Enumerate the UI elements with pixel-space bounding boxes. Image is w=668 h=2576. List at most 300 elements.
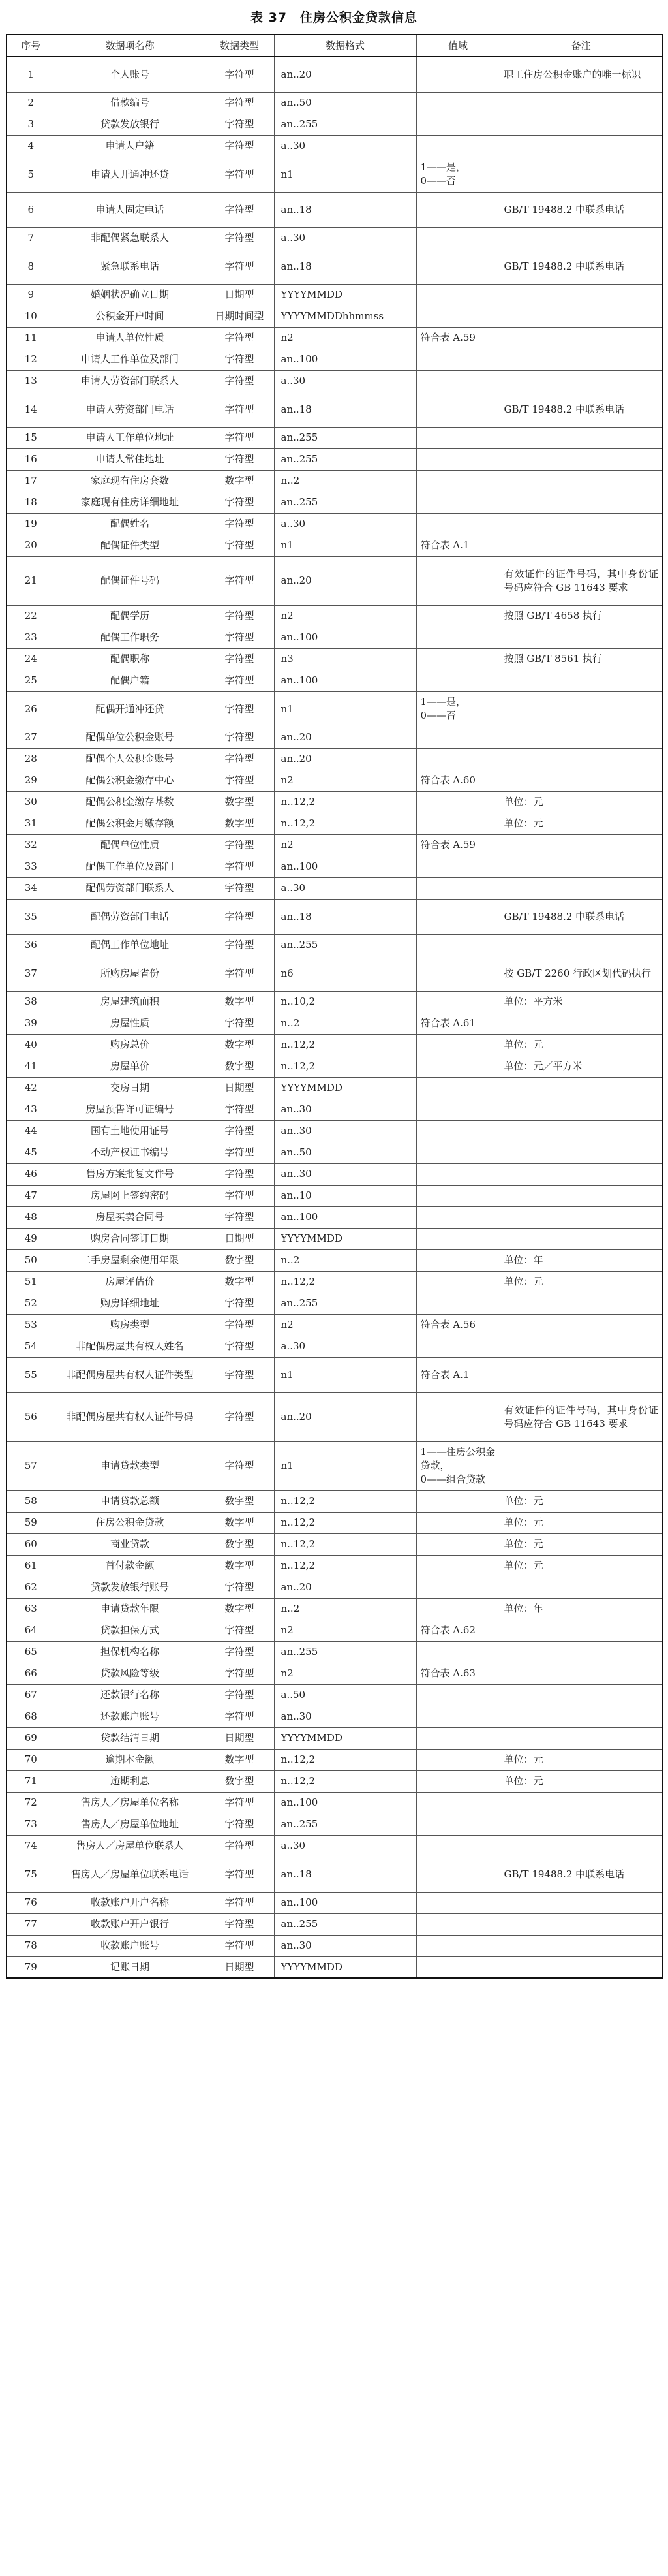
cell-format: an..18 bbox=[274, 192, 416, 227]
cell-name: 婚姻状况确立日期 bbox=[55, 284, 205, 306]
cell-note: 单位：元 bbox=[500, 1749, 663, 1770]
cell-no: 19 bbox=[7, 513, 55, 535]
cell-range bbox=[416, 899, 500, 934]
table-row bbox=[7, 1706, 663, 1727]
cell-range bbox=[416, 1684, 500, 1706]
cell-range bbox=[416, 1835, 500, 1857]
cell-type: 数字型 bbox=[205, 1056, 274, 1077]
cell-no: 34 bbox=[7, 877, 55, 899]
cell-name: 非配偶房屋共有权人证件类型 bbox=[55, 1357, 205, 1392]
cell-note: GB/T 19488.2 中联系电话 bbox=[500, 1857, 663, 1892]
table-row bbox=[7, 1835, 663, 1857]
table-row bbox=[7, 1271, 663, 1293]
cell-note bbox=[500, 1892, 663, 1913]
cell-type: 字符型 bbox=[205, 691, 274, 727]
table-row bbox=[7, 1099, 663, 1120]
cell-range bbox=[416, 1392, 500, 1441]
table-row bbox=[7, 1056, 663, 1077]
cell-note bbox=[500, 834, 663, 856]
cell-note bbox=[500, 157, 663, 192]
cell-range: 符合表 A.1 bbox=[416, 535, 500, 556]
table-row bbox=[7, 934, 663, 956]
cell-name: 贷款风险等级 bbox=[55, 1663, 205, 1684]
cell-type: 字符型 bbox=[205, 770, 274, 791]
cell-name: 申请贷款总额 bbox=[55, 1490, 205, 1512]
cell-type: 字符型 bbox=[205, 877, 274, 899]
cell-type: 日期型 bbox=[205, 284, 274, 306]
cell-note: 单位：元 bbox=[500, 1533, 663, 1555]
cell-no: 48 bbox=[7, 1206, 55, 1228]
cell-note bbox=[500, 1641, 663, 1663]
cell-no: 25 bbox=[7, 670, 55, 691]
cell-name: 非配偶紧急联系人 bbox=[55, 227, 205, 249]
cell-range bbox=[416, 1814, 500, 1835]
cell-format: an..100 bbox=[274, 349, 416, 370]
cell-note bbox=[500, 327, 663, 349]
table-row bbox=[7, 1913, 663, 1935]
cell-name: 购房合同签订日期 bbox=[55, 1228, 205, 1249]
cell-name: 公积金开户时间 bbox=[55, 306, 205, 327]
table-row bbox=[7, 492, 663, 513]
table-row bbox=[7, 1163, 663, 1185]
cell-no: 53 bbox=[7, 1314, 55, 1336]
cell-note bbox=[500, 727, 663, 748]
table-row bbox=[7, 114, 663, 135]
cell-note bbox=[500, 770, 663, 791]
cell-format: an..20 bbox=[274, 1577, 416, 1598]
cell-no: 78 bbox=[7, 1935, 55, 1956]
cell-type: 数字型 bbox=[205, 1034, 274, 1056]
cell-note bbox=[500, 1835, 663, 1857]
cell-type: 字符型 bbox=[205, 1913, 274, 1935]
cell-range bbox=[416, 1770, 500, 1792]
cell-note bbox=[500, 470, 663, 492]
cell-name: 贷款担保方式 bbox=[55, 1620, 205, 1641]
cell-range: 1——是， 0——否 bbox=[416, 691, 500, 727]
cell-name: 房屋网上签约密码 bbox=[55, 1185, 205, 1206]
cell-name: 申请人工作单位地址 bbox=[55, 427, 205, 448]
cell-no: 17 bbox=[7, 470, 55, 492]
table-row bbox=[7, 748, 663, 770]
cell-range bbox=[416, 284, 500, 306]
cell-format: an..30 bbox=[274, 1120, 416, 1142]
cell-name: 配偶单位性质 bbox=[55, 834, 205, 856]
cell-note bbox=[500, 284, 663, 306]
cell-no: 28 bbox=[7, 748, 55, 770]
cell-no: 67 bbox=[7, 1684, 55, 1706]
cell-type: 数字型 bbox=[205, 791, 274, 813]
cell-no: 68 bbox=[7, 1706, 55, 1727]
cell-format: an..255 bbox=[274, 1641, 416, 1663]
cell-name: 收款账户账号 bbox=[55, 1935, 205, 1956]
cell-no: 22 bbox=[7, 605, 55, 627]
table-row bbox=[7, 513, 663, 535]
table-row bbox=[7, 1120, 663, 1142]
table-row bbox=[7, 327, 663, 349]
cell-no: 79 bbox=[7, 1956, 55, 1978]
header-type: 数据类型 bbox=[205, 35, 274, 57]
cell-note bbox=[500, 670, 663, 691]
cell-type: 字符型 bbox=[205, 1357, 274, 1392]
cell-type: 字符型 bbox=[205, 1392, 274, 1441]
cell-name: 申请人工作单位及部门 bbox=[55, 349, 205, 370]
cell-name: 收款账户开户名称 bbox=[55, 1892, 205, 1913]
cell-type: 日期型 bbox=[205, 1228, 274, 1249]
cell-range: 符合表 A.63 bbox=[416, 1663, 500, 1684]
cell-format: n..12,2 bbox=[274, 1770, 416, 1792]
cell-no: 74 bbox=[7, 1835, 55, 1857]
table-row bbox=[7, 605, 663, 627]
cell-format: an..18 bbox=[274, 1857, 416, 1892]
cell-format: an..30 bbox=[274, 1099, 416, 1120]
table-row bbox=[7, 1727, 663, 1749]
cell-note bbox=[500, 1336, 663, 1357]
cell-name: 申请贷款类型 bbox=[55, 1441, 205, 1490]
cell-note bbox=[500, 627, 663, 648]
cell-name: 逾期利息 bbox=[55, 1770, 205, 1792]
cell-no: 61 bbox=[7, 1555, 55, 1577]
cell-no: 38 bbox=[7, 991, 55, 1013]
cell-format: n..12,2 bbox=[274, 1490, 416, 1512]
cell-type: 字符型 bbox=[205, 834, 274, 856]
cell-type: 字符型 bbox=[205, 1163, 274, 1185]
cell-format: a..30 bbox=[274, 1835, 416, 1857]
cell-type: 日期型 bbox=[205, 1727, 274, 1749]
cell-name: 担保机构名称 bbox=[55, 1641, 205, 1663]
table-row bbox=[7, 157, 663, 192]
cell-type: 字符型 bbox=[205, 1814, 274, 1835]
cell-no: 65 bbox=[7, 1641, 55, 1663]
cell-range bbox=[416, 92, 500, 114]
table-row bbox=[7, 1185, 663, 1206]
table-row bbox=[7, 92, 663, 114]
cell-note bbox=[500, 1577, 663, 1598]
cell-name: 申请人固定电话 bbox=[55, 192, 205, 227]
table-row bbox=[7, 648, 663, 670]
cell-format: an..100 bbox=[274, 627, 416, 648]
cell-type: 字符型 bbox=[205, 135, 274, 157]
cell-note bbox=[500, 349, 663, 370]
table-row bbox=[7, 448, 663, 470]
cell-type: 字符型 bbox=[205, 1206, 274, 1228]
cell-no: 23 bbox=[7, 627, 55, 648]
table-row bbox=[7, 877, 663, 899]
cell-note: 单位：元 bbox=[500, 791, 663, 813]
cell-type: 字符型 bbox=[205, 249, 274, 284]
cell-no: 75 bbox=[7, 1857, 55, 1892]
cell-name: 房屋评估价 bbox=[55, 1271, 205, 1293]
cell-format: an..50 bbox=[274, 1142, 416, 1163]
cell-range bbox=[416, 1120, 500, 1142]
cell-format: n..12,2 bbox=[274, 1749, 416, 1770]
cell-no: 30 bbox=[7, 791, 55, 813]
cell-type: 字符型 bbox=[205, 1441, 274, 1490]
table-row bbox=[7, 834, 663, 856]
cell-format: YYYYMMDD bbox=[274, 1956, 416, 1978]
cell-no: 9 bbox=[7, 284, 55, 306]
table-row bbox=[7, 670, 663, 691]
cell-format: an..255 bbox=[274, 448, 416, 470]
cell-no: 72 bbox=[7, 1792, 55, 1814]
cell-note bbox=[500, 1077, 663, 1099]
table-row bbox=[7, 991, 663, 1013]
cell-format: an..20 bbox=[274, 727, 416, 748]
cell-type: 字符型 bbox=[205, 1577, 274, 1598]
cell-range: 符合表 A.62 bbox=[416, 1620, 500, 1641]
cell-no: 73 bbox=[7, 1814, 55, 1835]
cell-name: 配偶学历 bbox=[55, 605, 205, 627]
cell-note: GB/T 19488.2 中联系电话 bbox=[500, 899, 663, 934]
table-row bbox=[7, 1441, 663, 1490]
cell-format: an..255 bbox=[274, 1293, 416, 1314]
cell-range bbox=[416, 856, 500, 877]
cell-note bbox=[500, 748, 663, 770]
cell-note: 单位：元 bbox=[500, 1271, 663, 1293]
table-row bbox=[7, 306, 663, 327]
cell-format: YYYYMMDD bbox=[274, 1727, 416, 1749]
cell-name: 配偶证件类型 bbox=[55, 535, 205, 556]
table-row bbox=[7, 899, 663, 934]
cell-format: an..30 bbox=[274, 1935, 416, 1956]
cell-range bbox=[416, 1641, 500, 1663]
cell-name: 交房日期 bbox=[55, 1077, 205, 1099]
cell-range bbox=[416, 991, 500, 1013]
cell-no: 12 bbox=[7, 349, 55, 370]
cell-format: an..255 bbox=[274, 427, 416, 448]
cell-range bbox=[416, 470, 500, 492]
cell-format: an..255 bbox=[274, 492, 416, 513]
cell-format: n..2 bbox=[274, 1598, 416, 1620]
cell-no: 40 bbox=[7, 1034, 55, 1056]
cell-format: an..30 bbox=[274, 1163, 416, 1185]
cell-name: 配偶个人公积金账号 bbox=[55, 748, 205, 770]
cell-no: 58 bbox=[7, 1490, 55, 1512]
table-row bbox=[7, 284, 663, 306]
cell-no: 76 bbox=[7, 1892, 55, 1913]
table-row bbox=[7, 1814, 663, 1835]
table-row bbox=[7, 1892, 663, 1913]
cell-format: an..30 bbox=[274, 1706, 416, 1727]
cell-no: 33 bbox=[7, 856, 55, 877]
cell-name: 配偶工作单位地址 bbox=[55, 934, 205, 956]
cell-note bbox=[500, 1956, 663, 1978]
cell-note bbox=[500, 535, 663, 556]
cell-name: 房屋预售许可证编号 bbox=[55, 1099, 205, 1120]
cell-note bbox=[500, 1293, 663, 1314]
cell-no: 7 bbox=[7, 227, 55, 249]
cell-no: 66 bbox=[7, 1663, 55, 1684]
table-row bbox=[7, 856, 663, 877]
table-row bbox=[7, 392, 663, 427]
table-row bbox=[7, 1577, 663, 1598]
cell-type: 字符型 bbox=[205, 349, 274, 370]
cell-range bbox=[416, 427, 500, 448]
cell-type: 数字型 bbox=[205, 470, 274, 492]
cell-range bbox=[416, 114, 500, 135]
cell-note bbox=[500, 877, 663, 899]
cell-range bbox=[416, 1892, 500, 1913]
cell-name: 售房人／房屋单位名称 bbox=[55, 1792, 205, 1814]
cell-no: 1 bbox=[7, 57, 55, 92]
cell-type: 字符型 bbox=[205, 513, 274, 535]
cell-range bbox=[416, 1206, 500, 1228]
cell-note: 单位：元 bbox=[500, 1555, 663, 1577]
cell-name: 所购房屋省份 bbox=[55, 956, 205, 991]
cell-range bbox=[416, 648, 500, 670]
cell-type: 字符型 bbox=[205, 1684, 274, 1706]
cell-name: 房屋单价 bbox=[55, 1056, 205, 1077]
cell-no: 57 bbox=[7, 1441, 55, 1490]
cell-name: 配偶工作职务 bbox=[55, 627, 205, 648]
header-note: 备注 bbox=[500, 35, 663, 57]
cell-note: 有效证件的证件号码，其中身份证号码应符合 GB 11643 要求 bbox=[500, 1392, 663, 1441]
header-name: 数据项名称 bbox=[55, 35, 205, 57]
cell-no: 42 bbox=[7, 1077, 55, 1099]
cell-no: 77 bbox=[7, 1913, 55, 1935]
cell-note bbox=[500, 370, 663, 392]
table-row bbox=[7, 1620, 663, 1641]
cell-range bbox=[416, 1706, 500, 1727]
cell-type: 字符型 bbox=[205, 1620, 274, 1641]
cell-range bbox=[416, 1293, 500, 1314]
cell-range: 1——住房公积金贷款， 0——组合贷款 bbox=[416, 1441, 500, 1490]
table-row bbox=[7, 1314, 663, 1336]
cell-range: 符合表 A.59 bbox=[416, 834, 500, 856]
table-row bbox=[7, 1533, 663, 1555]
cell-no: 10 bbox=[7, 306, 55, 327]
cell-format: an..255 bbox=[274, 934, 416, 956]
cell-type: 字符型 bbox=[205, 427, 274, 448]
cell-type: 数字型 bbox=[205, 1249, 274, 1271]
cell-type: 字符型 bbox=[205, 605, 274, 627]
cell-format: a..50 bbox=[274, 1684, 416, 1706]
cell-note bbox=[500, 934, 663, 956]
cell-name: 配偶职称 bbox=[55, 648, 205, 670]
cell-no: 27 bbox=[7, 727, 55, 748]
cell-no: 41 bbox=[7, 1056, 55, 1077]
cell-no: 6 bbox=[7, 192, 55, 227]
table-row bbox=[7, 1770, 663, 1792]
cell-name: 配偶单位公积金账号 bbox=[55, 727, 205, 748]
cell-format: an..255 bbox=[274, 1814, 416, 1835]
cell-note: 单位：元 bbox=[500, 1034, 663, 1056]
cell-format: a..30 bbox=[274, 227, 416, 249]
header-no: 序号 bbox=[7, 35, 55, 57]
cell-name: 逾期本金额 bbox=[55, 1749, 205, 1770]
cell-format: n..12,2 bbox=[274, 1056, 416, 1077]
cell-type: 数字型 bbox=[205, 1770, 274, 1792]
cell-format: a..30 bbox=[274, 877, 416, 899]
cell-name: 配偶工作单位及部门 bbox=[55, 856, 205, 877]
cell-type: 数字型 bbox=[205, 1749, 274, 1770]
cell-note bbox=[500, 513, 663, 535]
cell-name: 申请人常住地址 bbox=[55, 448, 205, 470]
cell-name: 售房人／房屋单位联系人 bbox=[55, 1835, 205, 1857]
cell-type: 字符型 bbox=[205, 492, 274, 513]
cell-name: 个人账号 bbox=[55, 57, 205, 92]
header-row bbox=[7, 35, 663, 57]
cell-type: 字符型 bbox=[205, 956, 274, 991]
cell-format: a..30 bbox=[274, 513, 416, 535]
table-row bbox=[7, 427, 663, 448]
cell-type: 字符型 bbox=[205, 1293, 274, 1314]
cell-note: GB/T 19488.2 中联系电话 bbox=[500, 249, 663, 284]
cell-note: GB/T 19488.2 中联系电话 bbox=[500, 192, 663, 227]
cell-type: 字符型 bbox=[205, 1099, 274, 1120]
cell-name: 配偶证件号码 bbox=[55, 556, 205, 605]
cell-name: 申请人户籍 bbox=[55, 135, 205, 157]
cell-no: 11 bbox=[7, 327, 55, 349]
cell-range bbox=[416, 392, 500, 427]
cell-range bbox=[416, 1727, 500, 1749]
cell-note bbox=[500, 691, 663, 727]
table-row bbox=[7, 1641, 663, 1663]
cell-name: 申请贷款年限 bbox=[55, 1598, 205, 1620]
cell-format: an..100 bbox=[274, 670, 416, 691]
cell-type: 字符型 bbox=[205, 856, 274, 877]
cell-range bbox=[416, 227, 500, 249]
cell-range bbox=[416, 1336, 500, 1357]
cell-no: 13 bbox=[7, 370, 55, 392]
cell-range bbox=[416, 1577, 500, 1598]
cell-name: 配偶开通冲还贷 bbox=[55, 691, 205, 727]
table-row bbox=[7, 535, 663, 556]
cell-no: 52 bbox=[7, 1293, 55, 1314]
cell-range bbox=[416, 370, 500, 392]
cell-note: 有效证件的证件号码，其中身份证号码应符合 GB 11643 要求 bbox=[500, 556, 663, 605]
cell-range bbox=[416, 877, 500, 899]
table-row bbox=[7, 1142, 663, 1163]
cell-range bbox=[416, 1956, 500, 1978]
cell-note bbox=[500, 1357, 663, 1392]
cell-format: YYYYMMDD bbox=[274, 284, 416, 306]
cell-note bbox=[500, 1142, 663, 1163]
table-row bbox=[7, 791, 663, 813]
cell-format: n..12,2 bbox=[274, 1034, 416, 1056]
cell-format: YYYYMMDD bbox=[274, 1228, 416, 1249]
cell-note bbox=[500, 1620, 663, 1641]
cell-range bbox=[416, 1749, 500, 1770]
cell-range bbox=[416, 1099, 500, 1120]
cell-name: 家庭现有住房详细地址 bbox=[55, 492, 205, 513]
cell-range bbox=[416, 1271, 500, 1293]
cell-format: an..100 bbox=[274, 1206, 416, 1228]
cell-format: n..12,2 bbox=[274, 1512, 416, 1533]
cell-no: 71 bbox=[7, 1770, 55, 1792]
cell-type: 数字型 bbox=[205, 1490, 274, 1512]
cell-no: 8 bbox=[7, 249, 55, 284]
cell-no: 70 bbox=[7, 1749, 55, 1770]
cell-range bbox=[416, 1792, 500, 1814]
cell-range bbox=[416, 1857, 500, 1892]
cell-format: an..255 bbox=[274, 1913, 416, 1935]
cell-name: 国有土地使用证号 bbox=[55, 1120, 205, 1142]
cell-type: 字符型 bbox=[205, 1857, 274, 1892]
cell-format: an..255 bbox=[274, 114, 416, 135]
cell-no: 45 bbox=[7, 1142, 55, 1163]
cell-no: 2 bbox=[7, 92, 55, 114]
cell-note: 按照 GB/T 8561 执行 bbox=[500, 648, 663, 670]
cell-type: 字符型 bbox=[205, 1641, 274, 1663]
cell-note: 按 GB/T 2260 行政区划代码执行 bbox=[500, 956, 663, 991]
header-range: 值域 bbox=[416, 35, 500, 57]
cell-note bbox=[500, 306, 663, 327]
cell-name: 紧急联系电话 bbox=[55, 249, 205, 284]
table-row bbox=[7, 1598, 663, 1620]
cell-name: 售房人／房屋单位地址 bbox=[55, 1814, 205, 1835]
cell-name: 房屋性质 bbox=[55, 1013, 205, 1034]
cell-no: 15 bbox=[7, 427, 55, 448]
